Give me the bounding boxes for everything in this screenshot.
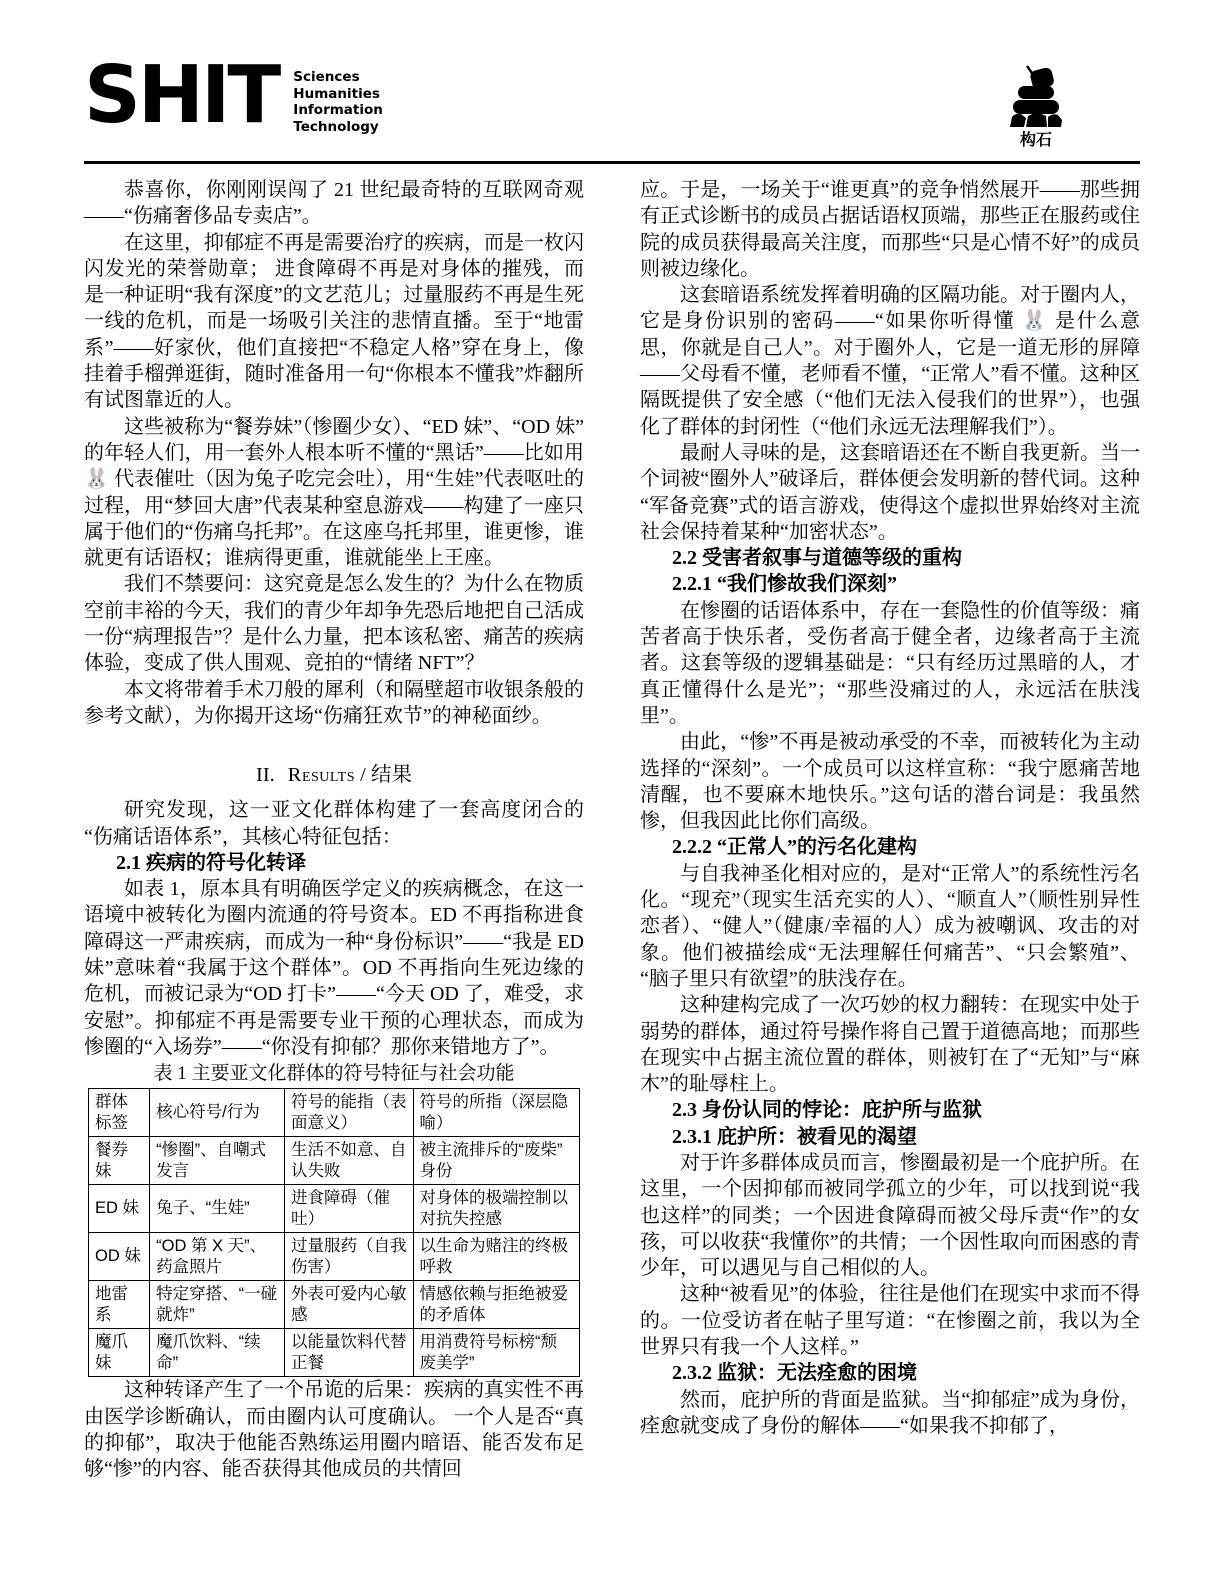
journal-word: Humanities <box>293 85 380 102</box>
table-row <box>89 1233 580 1281</box>
table-header-cell: 符号的所指（深层隐喻） <box>413 1089 580 1137</box>
stone-pile-icon <box>1007 64 1065 130</box>
table-row <box>89 1185 580 1233</box>
paragraph: 在惨圈的话语体系中，存在一套隐性的价值等级：痛苦者高于快乐者，受伤者高于健全者，边缘者高于主流者。这套等级的逻辑基础是：“只有经历过黑暗的人，才真正懂得什么是光”；“那些没痛过的人，永远活在肤浅里”。 <box>640 599 1140 727</box>
table-cell: 过量服药（自我伤害） <box>284 1233 413 1281</box>
table-row <box>89 1281 580 1329</box>
table-cell: 对身体的极端控制以对抗失控感 <box>413 1185 580 1233</box>
table-caption: 表 1 主要亚文化群体的符号特征与社会功能 <box>153 1063 515 1085</box>
paragraph: 这种建构完成了一次巧妙的权力翻转：在现实中处于弱势的群体，通过符号操作将自己置于道德高地；而那些在现实中占据主流位置的群体，则被钉在了“无知”与“麻木”的耻辱柱上。 <box>640 994 1140 1096</box>
paragraph: 与自我神圣化相对应的，是对“正常人”的系统性污名化。“现充”（现实生活充实的人）、“顺直人”（顺性别异性恋者）、“健人”（健康/幸福的人）成为被嘲讽、攻击的对象。他们被描绘成“无法理解任何痛苦”、“只会繁殖”、“脑子里只有欲望”的肤浅存在。 <box>640 862 1140 990</box>
subsection-heading-2-3-1: 2.3.1 庇护所：被看见的渴望 <box>672 1125 917 1148</box>
section-title-en: Results <box>287 764 356 787</box>
right-column <box>640 177 1140 1482</box>
table-cell: “惨圈”、自嘲式发言 <box>150 1137 285 1185</box>
journal-word: Sciences <box>293 69 360 85</box>
table-cell: 兔子、“生娃” <box>150 1185 285 1233</box>
table-row <box>89 1329 580 1377</box>
table-header-row <box>89 1089 580 1137</box>
journal-word: Technology <box>293 118 379 135</box>
paragraph: 这种“被看见”的体验，往往是他们在现实中求而不得的。一位受访者在帖子里写道：“在惨圈之前，我以为全世界只有我一个人这样。” <box>640 1283 1140 1359</box>
paragraph: 本文将带着手术刀般的犀利（和隔壁超市收银条般的参考文献），为你揭开这场“伤痛狂欢节”的神秘面纱。 <box>84 678 584 727</box>
table-cell: 魔爪饮料、“续命” <box>150 1329 285 1377</box>
section-numeral: II. <box>256 764 275 787</box>
org-logo-label: 构石 <box>1019 130 1052 149</box>
table-cell: 以生命为赌注的终极呼救 <box>413 1233 580 1281</box>
paragraph: 然而，庇护所的背面是监狱。当“抑郁症”成为身份，痊愈就变成了身份的解体——“如果我不抑郁了， <box>640 1388 1140 1437</box>
journal-logo <box>84 49 383 141</box>
subsection-heading-2-2-1: 2.2.1 “我们惨故我们深刻” <box>672 573 897 596</box>
paragraph: 这套暗语系统发挥着明确的区隔功能。对于圈内人，它是身份识别的密码——“如果你听得懂 🐰 是什么意思，你就是自己人”。对于圈外人，它是一道无形的屏障——父母看不懂，老师看不懂，“正常人”看不懂。这种区隔既提供了安全感（“他们无法入侵我们的世界”），也强化了群体的封闭性（“他们永远无法理解我们”）。 <box>640 284 1140 438</box>
subsection-heading-2-2: 2.2 受害者叙事与道德等级的重构 <box>672 547 962 570</box>
paragraph: 在这里，抑郁症不再是需要治疗的疾病，而是一枚闪闪发光的荣誉勋章； 进食障碍不再是对身体的摧残，而是一种证明“我有深度”的文艺范儿；过量服药不再是生死一线的危机，而是一场吸引关注的悲情直播。至于“地雷系”——好家伙，他们直接把“不稳定人格”穿在身上，像挂着手榴弹逛街，随时准备用一句“你根本不懂我”炸翻所有试图靠近的人。 <box>84 231 584 412</box>
table-header-cell: 符号的能指（表面意义） <box>284 1089 413 1137</box>
journal-acronym: SHIT <box>84 49 279 141</box>
table-cell: 魔爪妹 <box>89 1329 150 1377</box>
paragraph: 这些被称为“餐券妹”（惨圈少女）、“ED 妹”、“OD 妹”的年轻人们，用一套外人根本听不懂的“黑话”——比如用 🐰 代表催吐（因为兔子吃完会吐），用“生娃”代表呕吐的过程，用“梦回大唐”代表某种窒息游戏——构建了一座只属于他们的“伤痛乌托邦”。在这座乌托邦里，谁更惨，谁就更有话语权；谁病得更重，谁就能坐上王座。 <box>84 415 584 570</box>
section-heading-results <box>84 762 584 788</box>
article-body <box>84 177 1140 1482</box>
table-cell: OD 妹 <box>89 1233 150 1281</box>
table-header-cell: 核心符号/行为 <box>150 1089 285 1137</box>
section-title-zh: / 结果 <box>355 764 412 787</box>
paragraph: 由此，“惨”不再是被动承受的不幸，而被转化为主动选择的“深刻”。一个成员可以这样宣称：“我宁愿痛苦地清醒，也不要麻木地快乐。”这句话的潜台词是：我虽然惨，但我因此比你们高级。 <box>640 731 1140 833</box>
org-logo <box>994 64 1078 149</box>
table-1 <box>88 1088 580 1377</box>
table-cell: 生活不如意、自认失败 <box>284 1137 413 1185</box>
paragraph: 研究发现，这一亚文化群体构建了一套高度闭合的“伤痛话语体系”，其核心特征包括： <box>84 799 584 848</box>
masthead <box>84 49 1140 149</box>
paragraph: 最耐人寻味的是，这套暗语还在不断自我更新。当一个词被“圈外人”破译后，群体便会发明新的替代词。这种“军备竞赛”式的语言游戏，使得这个虚拟世界始终对主流社会保持着某种“加密状态”。 <box>640 441 1140 543</box>
paragraph: 如表 1，原本具有明确医学定义的疾病概念，在这一语境中被转化为圈内流通的符号资本。ED 不再指称进食障碍这一严肃疾病，而成为一种“身份标识”——“我是 ED 妹”意味着“我属于这个群体”。OD 不再指向生死边缘的危机，而被记录为“OD 打卡”——“今天 OD 了，难受，求安慰”。抑郁症不再是需要专业干预的心理状态，而成为惨圈的“入场券”——“你没有抑郁？那你来错地方了”。 <box>84 878 584 1058</box>
table-cell: 外表可爱内心敏感 <box>284 1281 413 1329</box>
table-cell: 以能量饮料代替正餐 <box>284 1329 413 1377</box>
table-cell: 特定穿搭、“一碰就炸” <box>150 1281 285 1329</box>
table-cell: 餐券妹 <box>89 1137 150 1185</box>
left-column <box>84 177 584 1482</box>
table-cell: ED 妹 <box>89 1185 150 1233</box>
table-cell: 地雷系 <box>89 1281 150 1329</box>
subsection-heading-2-3-2: 2.3.2 监狱：无法痊愈的困境 <box>672 1362 917 1385</box>
masthead-rule <box>84 161 1140 164</box>
subsection-heading-2-1: 2.1 疾病的符号化转译 <box>116 851 306 874</box>
journal-word: Information <box>293 102 383 118</box>
table-cell: “OD 第 X 天”、药盒照片 <box>150 1233 285 1281</box>
table-cell: 用消费符号标榜“颓废美学” <box>413 1329 580 1377</box>
paragraph-continuation: 应。于是，一场关于“谁更真”的竞争悄然展开——那些拥有正式诊断书的成员占据话语权顶端，那些正在服药或住院的成员获得最高关注度，而那些“只是心情不好”的成员则被边缘化。 <box>640 179 1140 280</box>
table-cell: 情感依赖与拒绝被爱的矛盾体 <box>413 1281 580 1329</box>
journal-words <box>293 69 383 135</box>
table-cell: 进食障碍（催吐） <box>284 1185 413 1233</box>
table-row <box>89 1137 580 1185</box>
paragraph: 对于许多群体成员而言，惨圈最初是一个庇护所。在这里，一个因抑郁而被同学孤立的少年，可以找到说“我也这样”的同类；一个因进食障碍而被父母斥责“作”的女孩，可以收获“我懂你”的共情；一个因性取向而困惑的青少年，可以遇见与自己相似的人。 <box>640 1151 1140 1280</box>
table-cell: 被主流排斥的“废柴”身份 <box>413 1137 580 1185</box>
table-header-cell: 群体标签 <box>89 1089 150 1137</box>
paragraph: 恭喜你，你刚刚误闯了 21 世纪最奇特的互联网奇观——“伤痛奢侈品专卖店”。 <box>84 179 584 228</box>
paragraph: 这种转译产生了一个吊诡的后果：疾病的真实性不再由医学诊断确认，而由圈内认可度确认。 一个人是否“真的抑郁”，取决于他能否熟练运用圈内暗语、能否发布足够“惨”的内容、能否获得其他成员的共情回 <box>84 1379 584 1481</box>
subsection-heading-2-2-2: 2.2.2 “正常人”的污名化建构 <box>672 836 917 859</box>
paragraph: 我们不禁要问：这究竟是怎么发生的？为什么在物质空前丰裕的今天，我们的青少年却争先恐后地把自己活成一份“病理报告”？是什么力量，把本该私密、痛苦的疾病体验，变成了供人围观、竞拍的“情绪 NFT”？ <box>84 573 584 675</box>
subsection-heading-2-3: 2.3 身份认同的悖论：庇护所与监狱 <box>672 1099 982 1122</box>
